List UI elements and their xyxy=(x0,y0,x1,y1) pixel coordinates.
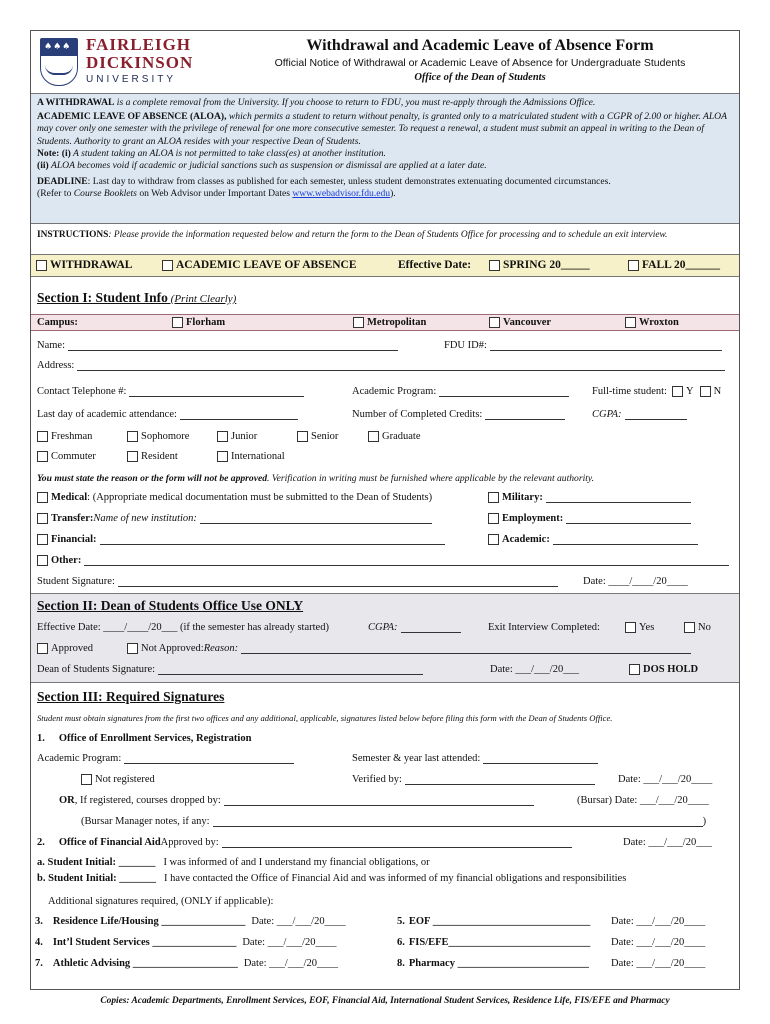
level-freshman[interactable]: Freshman xyxy=(37,431,92,442)
campus-row xyxy=(31,314,739,331)
level-senior[interactable]: Senior xyxy=(297,431,338,442)
level-sophomore[interactable]: Sophomore xyxy=(127,431,189,442)
sig-intl-student-services[interactable]: 4. Int’l Student Services ________________ Date: ___/___/20____ xyxy=(35,937,337,948)
reason-military[interactable]: Military: xyxy=(488,492,691,503)
form-title: Withdrawal and Academic Leave of Absence Form xyxy=(306,37,654,54)
reason-financial[interactable]: Financial: xyxy=(37,534,445,545)
shield-icon: ♠♠♠ xyxy=(40,38,78,86)
section-1-heading: Section I: Student Info (Print Clearly) xyxy=(37,290,237,305)
sig-eof-date[interactable]: Date: ___/___/20____ xyxy=(611,916,706,927)
item-1-heading: 1. Office of Enrollment Services, Registration xyxy=(37,733,252,744)
verified-by-field[interactable]: Verified by: xyxy=(352,774,595,785)
approved-option[interactable]: Approved xyxy=(37,643,93,654)
registration-date-field[interactable]: Date: ___/___/20____ xyxy=(618,774,713,785)
bursar-notes-field[interactable]: (Bursar Manager notes, if any: ) xyxy=(81,816,707,827)
reason-other[interactable]: Other: xyxy=(37,555,729,566)
sig-fis-efe[interactable]: 6. FIS/EFE___________________________ xyxy=(397,937,591,948)
exit-no-option[interactable]: No xyxy=(684,622,711,633)
not-registered-option[interactable]: Not registered xyxy=(81,774,155,785)
fdu-id-field[interactable]: FDU ID#: xyxy=(444,340,722,351)
policy-info-box xyxy=(31,93,739,224)
webadvisor-link[interactable]: www.webadvisor.fdu.edu xyxy=(292,188,391,200)
sig-fis-efe-date[interactable]: Date: ___/___/20____ xyxy=(611,937,706,948)
address-field[interactable]: Address: xyxy=(37,360,725,371)
campus-label: Campus: xyxy=(37,317,78,328)
fulltime-yes-checkbox[interactable] xyxy=(672,386,683,397)
sig-pharmacy-date[interactable]: Date: ___/___/20____ xyxy=(611,958,706,969)
campus-metropolitan-checkbox[interactable] xyxy=(353,317,364,328)
not-approved-option[interactable]: Not Approved: Reason: xyxy=(127,643,691,654)
aloa-checkbox[interactable] xyxy=(162,260,173,271)
campus-wroxton-checkbox[interactable] xyxy=(625,317,636,328)
logo-line-2: DICKINSON xyxy=(86,53,194,72)
deadline-text: DEADLINE: Last day to withdraw from classes as published for each semester, unless student demonstrates extenuating documented circumstances. (Refer to Course Booklets on Web Advisor under Important Dates www.webadvisor.fdu.edu). xyxy=(37,176,611,200)
status-international[interactable]: International xyxy=(217,451,285,462)
initial-b-row[interactable]: b. Student Initial: _______ I have contacted the Office of Financial Aid and was informed of my financial obligations and responsibilities xyxy=(37,873,627,884)
sig-eof[interactable]: 5. EOF ______________________________ xyxy=(397,916,591,927)
campus-vancouver-checkbox[interactable] xyxy=(489,317,500,328)
program-field[interactable]: Academic Program: xyxy=(352,386,569,397)
campus-florham[interactable]: Florham xyxy=(172,317,225,328)
spring-checkbox[interactable] xyxy=(489,260,500,271)
dos-cgpa-field[interactable]: CGPA: xyxy=(368,622,461,633)
reason-medical[interactable]: Medical : (Appropriate medical documentation must be submitted to the Dean of Students) xyxy=(37,492,432,503)
sig-residence-life[interactable]: 3. Residence Life/Housing ________________ Date: ___/___/20____ xyxy=(35,916,346,927)
dos-signature-field[interactable]: Dean of Students Signature: xyxy=(37,664,423,675)
logo-line-3: UNIVERSITY xyxy=(86,74,177,85)
effective-date-label: Effective Date: xyxy=(398,259,472,271)
dos-date-field[interactable]: Date: ___/___/20___ xyxy=(490,664,579,675)
name-field[interactable]: Name: xyxy=(37,340,398,351)
additional-signatures-label: Additional signatures required, (ONLY if applicable): xyxy=(48,896,274,907)
dos-effective-date-field[interactable]: Effective Date: ____/____/20___ (if the semester has already started) xyxy=(37,622,329,633)
reason-academic[interactable]: Academic: xyxy=(488,534,698,545)
form-subtitle: Official Notice of Withdrawal or Academic Leave of Absence for Undergraduate Students xyxy=(274,57,686,69)
fulltime-field: Full-time student: Y N xyxy=(592,386,722,397)
withdrawal-option[interactable]: WITHDRAWAL xyxy=(36,259,132,271)
copies-footer: Copies: Academic Departments, Enrollment Services, EOF, Financial Aid, International Student Services, Residence Life, FIS/EFE and Pharmacy xyxy=(100,996,670,1006)
student-date-field[interactable]: Date: ____/____/20____ xyxy=(583,576,688,587)
section-3-intro: Student must obtain signatures from the first two offices and any additional, applicable, signatures listed below before filing this form with the Dean of Students Office. xyxy=(37,713,613,723)
exit-interview-label: Exit Interview Completed: xyxy=(488,622,600,633)
sig-athletic-advising[interactable]: 7. Athletic Advising ____________________ Date: ___/___/20____ xyxy=(35,958,339,969)
courses-dropped-field[interactable]: OR , If registered, courses dropped by: xyxy=(59,795,534,806)
reason-employment[interactable]: Employment: xyxy=(488,513,691,524)
campus-vancouver[interactable]: Vancouver xyxy=(489,317,551,328)
exit-yes-option[interactable]: Yes xyxy=(625,622,654,633)
fall-option[interactable]: FALL 20______ xyxy=(628,259,720,271)
campus-wroxton[interactable]: Wroxton xyxy=(625,317,679,328)
aloa-option[interactable]: ACADEMIC LEAVE OF ABSENCE xyxy=(162,259,357,271)
logo-line-1: FAIRLEIGH xyxy=(86,35,192,54)
last-day-field[interactable]: Last day of academic attendance: xyxy=(37,409,298,420)
student-signature-field[interactable]: Student Signature: xyxy=(37,576,558,587)
request-type-bar xyxy=(31,254,739,277)
level-graduate[interactable]: Graduate xyxy=(368,431,420,442)
campus-metropolitan[interactable]: Metropolitan xyxy=(353,317,426,328)
withdrawal-checkbox[interactable] xyxy=(36,260,47,271)
office-name: Office of the Dean of Students xyxy=(414,72,546,83)
initial-a-row[interactable]: a. Student Initial: _______ I was informed of and I understand my financial obligations, or xyxy=(37,857,430,868)
bursar-date-field[interactable]: (Bursar) Date: ___/___/20____ xyxy=(577,795,709,806)
spring-option[interactable]: SPRING 20_____ xyxy=(489,259,590,271)
fulltime-no-checkbox[interactable] xyxy=(700,386,711,397)
reason-instruction: You must state the reason or the form will not be approved . Verification in writing must be furnished where applicable by the relevant authority. xyxy=(37,473,595,484)
campus-florham-checkbox[interactable] xyxy=(172,317,183,328)
dos-hold-option[interactable]: DOS HOLD xyxy=(629,664,698,675)
registration-program-field[interactable]: Academic Program: xyxy=(37,753,294,764)
fall-checkbox[interactable] xyxy=(628,260,639,271)
reason-transfer[interactable]: Transfer: Name of new institution: xyxy=(37,513,432,524)
aloa-definition: ACADEMIC LEAVE OF ABSENCE (ALOA), which permits a student to return without penalty, is granted only to a matriculated student with a CGPR of 2.00 or higher. ALOA may cover only one semester with the privilege of renewal for one more consecutive semester. To request a renewal, a student must submit an appeal in writing to the Dean of Students. Authority to grant an ALOA resides with your respective Dean of Students. Note: (i) A student taking an ALOA is not permitted to take class(es) at another institution. (ii) ALOA becomes void if academic or judicial sanctions such as suspension or dismissal are applied at a later date. xyxy=(37,111,727,172)
cgpa-field[interactable]: CGPA: xyxy=(592,409,687,420)
level-junior[interactable]: Junior xyxy=(217,431,257,442)
financial-aid-date-field[interactable]: Date: ___/___/20___ xyxy=(623,837,712,848)
section-2-heading: Section II: Dean of Students Office Use ONLY xyxy=(37,598,304,613)
phone-field[interactable]: Contact Telephone #: xyxy=(37,386,304,397)
withdrawal-definition: A WITHDRAWAL is a complete removal from the University. If you choose to return to FDU, you must re-apply through the Admissions Office. xyxy=(37,97,596,108)
financial-aid-field[interactable]: 2. Office of Financial Aid Approved by: xyxy=(37,837,572,848)
credits-field[interactable]: Number of Completed Credits: xyxy=(352,409,565,420)
semester-attended-field[interactable]: Semester & year last attended: xyxy=(352,753,598,764)
status-commuter[interactable]: Commuter xyxy=(37,451,96,462)
instructions: INSTRUCTIONS: Please provide the information requested below and return the form to the Dean of Students Office for processing and to schedule an exit interview. xyxy=(37,230,668,240)
sig-pharmacy[interactable]: 8. Pharmacy _________________________ xyxy=(397,958,589,969)
section-3-heading: Section III: Required Signatures xyxy=(37,689,225,704)
status-resident[interactable]: Resident xyxy=(127,451,178,462)
fdu-logo xyxy=(40,36,200,92)
